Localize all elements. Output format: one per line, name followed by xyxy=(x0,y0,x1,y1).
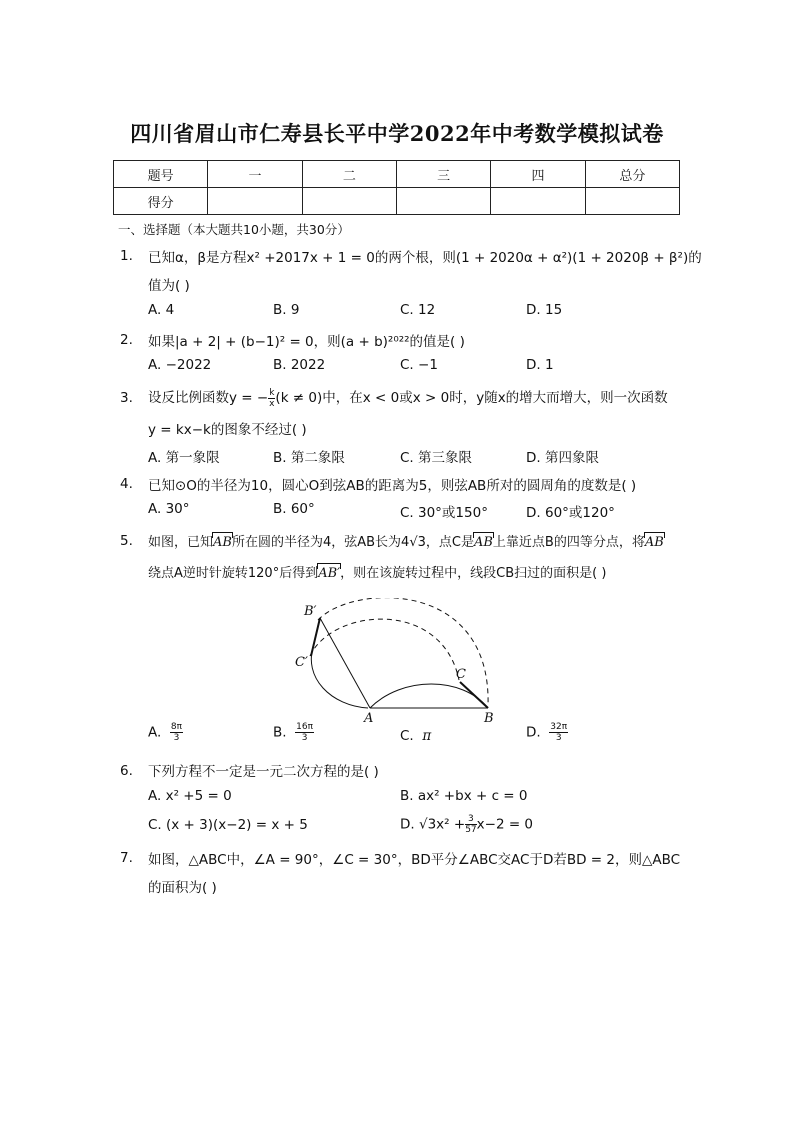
option-d: D. 15 xyxy=(526,302,563,318)
option-c xyxy=(400,728,431,744)
fraction-denominator: 3 xyxy=(301,733,308,743)
segment-cb xyxy=(460,682,488,708)
label-b: B xyxy=(484,711,494,726)
table-cell: 二 xyxy=(302,161,396,188)
question-text: 值为( ) xyxy=(148,278,190,294)
text-part: x−2 = 0 xyxy=(476,816,534,833)
fraction-denominator: 57 xyxy=(465,825,477,835)
option-prefix: D. xyxy=(526,724,541,741)
option-d xyxy=(400,814,533,835)
option-prefix: B. xyxy=(273,724,287,741)
fraction xyxy=(549,722,568,743)
fraction-denominator: 3 xyxy=(555,733,562,743)
question-text: 如图，△ABC中，∠A = 90°，∠C = 30°，BD平分∠ABC交AC于D若BD = 2，则△ABC xyxy=(148,852,681,868)
question-number: 2. xyxy=(120,332,133,348)
question-number: 6. xyxy=(120,763,133,779)
option-a: A. 4 xyxy=(148,302,175,318)
option-a: A. 30° xyxy=(148,501,190,517)
question-text: 下列方程不一定是一元二次方程的是( ) xyxy=(148,764,379,780)
table-cell: 总分 xyxy=(585,161,679,188)
arc-symbol: AB xyxy=(213,535,232,550)
option-c: C. 30°或150° xyxy=(400,505,488,521)
score-cell xyxy=(302,188,396,215)
question-text: 如果|a + 2| + (b−1)² = 0，则(a + b)²⁰²²的值是( ) xyxy=(148,334,465,350)
table-cell: 四 xyxy=(491,161,585,188)
fraction-numerator: 16π xyxy=(296,722,314,732)
option-b: B. 2022 xyxy=(273,357,326,373)
option-b xyxy=(273,722,314,743)
label-a: A xyxy=(364,711,374,726)
option-c: C. 第三象限 xyxy=(400,450,473,466)
option-a xyxy=(148,722,183,743)
fraction-numerator: k xyxy=(269,387,275,398)
label-b-prime: B′ xyxy=(304,604,317,619)
option-a: A. −2022 xyxy=(148,357,212,373)
question-number: 4. xyxy=(120,476,133,492)
score-cell xyxy=(208,188,302,215)
score-cell xyxy=(585,188,679,215)
text-part: 设反比例函数y = − xyxy=(148,390,269,406)
fraction xyxy=(465,814,476,835)
text-part: D. √3x² + xyxy=(400,816,466,833)
question-text: 已知α，β是方程x² +2017x + 1 = 0的两个根，则(1 + 2020α + α²)(1 + 2020β + β²)的 xyxy=(148,250,702,266)
rotation-figure xyxy=(292,598,502,726)
text-part: 绕点A逆时针旋转120°后得到 xyxy=(148,566,319,581)
fraction-numerator: 3 xyxy=(465,814,476,825)
option-b: B. 第二象限 xyxy=(273,450,345,466)
fraction-numerator: 8π xyxy=(170,722,183,732)
question-text xyxy=(148,531,664,550)
option-prefix: C. xyxy=(400,728,414,744)
fraction xyxy=(295,722,314,743)
question-number: 3. xyxy=(120,390,133,406)
fraction-numerator: 32π xyxy=(550,722,568,732)
option-value: π xyxy=(422,728,432,744)
question-text: y = kx−k的图象不经过( ) xyxy=(148,422,307,438)
option-c: C. −1 xyxy=(400,357,438,373)
option-d: D. 60°或120° xyxy=(526,505,615,521)
option-c: C. 12 xyxy=(400,302,436,318)
question-number: 7. xyxy=(120,850,133,866)
fraction-denominator: 3 xyxy=(173,733,180,743)
question-text xyxy=(148,386,668,409)
text-part: 上靠近点B的四等分点，将 xyxy=(492,535,645,550)
table-cell: 一 xyxy=(208,161,302,188)
option-a: A. x² +5 = 0 xyxy=(148,788,232,804)
score-table xyxy=(113,160,680,215)
question-text: 已知⊙O的半径为10，圆心O到弦AB的距离为5，则弦AB所对的圆周角的度数是( ) xyxy=(148,478,637,494)
option-b: B. 9 xyxy=(273,302,300,318)
option-d xyxy=(526,722,568,743)
section-heading: 一、选择题（本大题共10小题，共30分） xyxy=(118,222,350,237)
option-b: B. ax² +bx + c = 0 xyxy=(400,788,528,804)
option-d: D. 1 xyxy=(526,357,554,373)
arc-symbol: AB xyxy=(644,535,664,550)
table-row xyxy=(114,161,680,188)
arc-ab xyxy=(370,684,488,708)
question-number: 5. xyxy=(120,533,133,549)
question-text: 的面积为( ) xyxy=(148,880,217,896)
inner-dashed-arc xyxy=(310,619,459,680)
table-cell: 题号 xyxy=(114,161,208,188)
label-c-prime: C′ xyxy=(295,655,308,670)
text-part: 所在圆的半径为4，弦AB长为4√3，点C是 xyxy=(231,535,474,550)
score-cell xyxy=(396,188,490,215)
text-part: (k ≠ 0)中，在x < 0或x > 0时，y随x的增大而增大，则一次函数 xyxy=(275,390,668,406)
chord-ab-prime xyxy=(320,618,370,708)
label-c: C xyxy=(456,667,466,682)
table-row xyxy=(114,188,680,215)
arc-symbol: AB′ xyxy=(318,566,341,581)
table-cell: 得分 xyxy=(114,188,208,215)
page-title: 四川省眉山市仁寿县长平中学2022年中考数学模拟试卷 xyxy=(130,121,664,146)
option-b: B. 60° xyxy=(273,501,315,517)
table-cell: 三 xyxy=(396,161,490,188)
question-number: 1. xyxy=(120,248,133,264)
arc-ab-prime xyxy=(311,618,368,708)
fraction-denominator: x xyxy=(269,398,275,409)
question-text xyxy=(148,562,606,581)
option-a: A. 第一象限 xyxy=(148,450,220,466)
option-c: C. (x + 3)(x−2) = x + 5 xyxy=(148,817,308,833)
fraction xyxy=(170,722,183,743)
text-part: ，则在该旋转过程中，线段CB扫过的面积是( ) xyxy=(340,566,607,581)
score-cell xyxy=(491,188,585,215)
text-part: 如图，已知 xyxy=(148,535,214,550)
arc-symbol: AB xyxy=(473,535,493,550)
segment-cb-prime xyxy=(311,618,320,656)
option-prefix: A. xyxy=(148,724,162,741)
option-d: D. 第四象限 xyxy=(526,450,599,466)
